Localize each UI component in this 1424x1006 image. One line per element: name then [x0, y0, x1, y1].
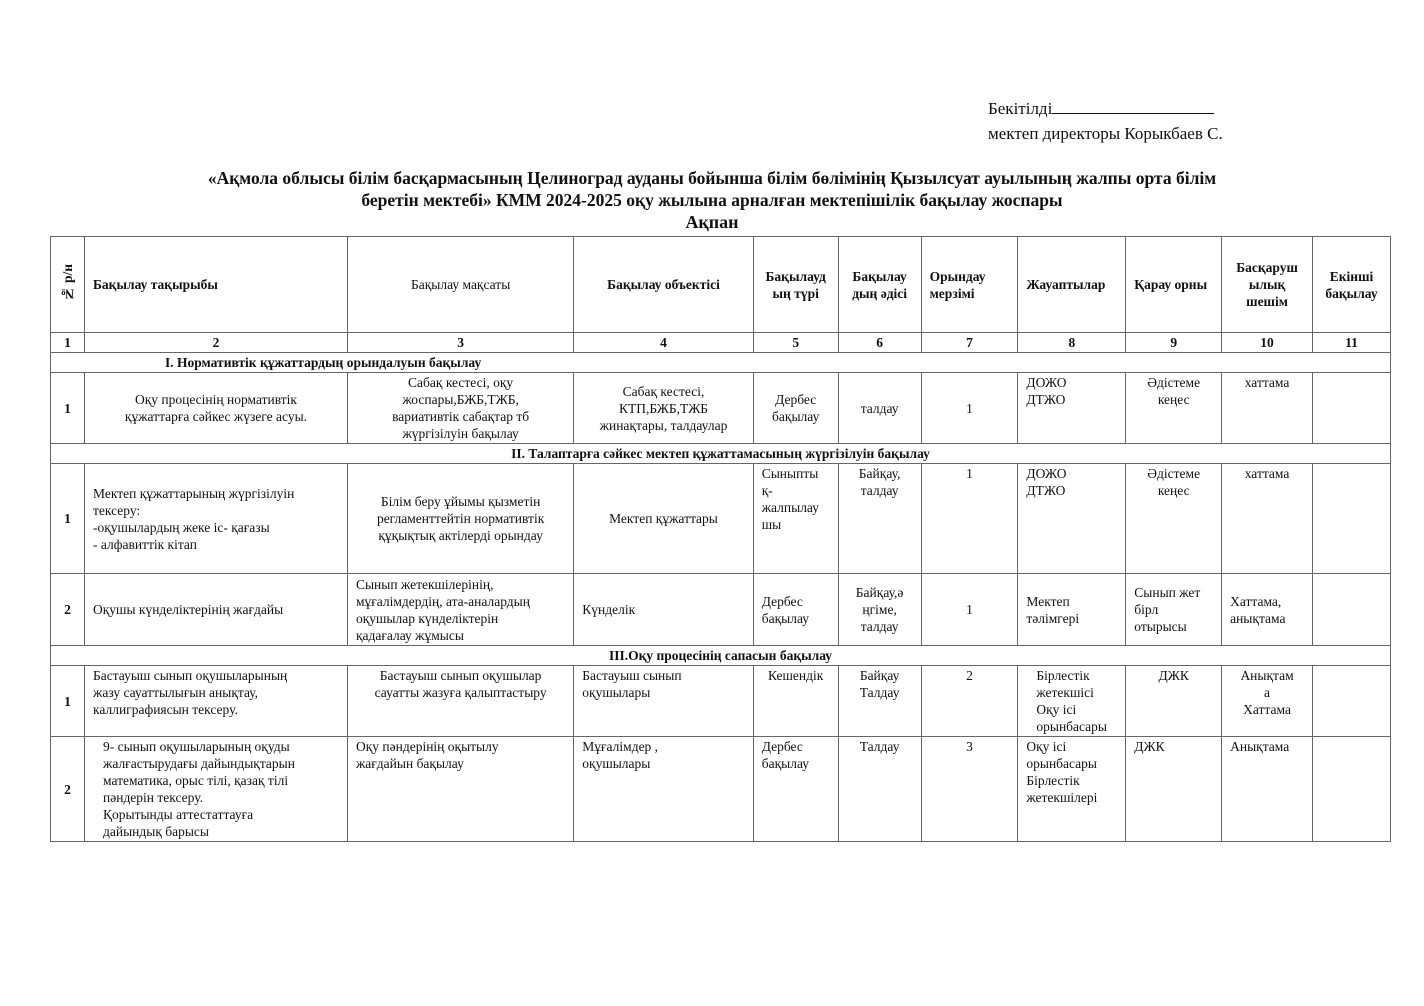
column-number: 7 [921, 333, 1018, 353]
header-cell-second: Екінші бақылау [1313, 237, 1391, 333]
header-cell-decision: Басқаруш ылық шешім [1222, 237, 1313, 333]
table-row [51, 464, 1391, 574]
section-row [51, 353, 1391, 373]
goal-cell: Сабақ кестесі, оқу жоспары,БЖБ,ТЖБ, вариативтік сабақтар тб жүргізілуін бақылау [347, 373, 573, 444]
column-number: 10 [1222, 333, 1313, 353]
column-number: 1 [51, 333, 85, 353]
type-cell: Дербес бақылау [753, 373, 838, 444]
header-row [51, 237, 1391, 333]
table-row [51, 737, 1391, 842]
column-number: 9 [1126, 333, 1222, 353]
row-number: 1 [51, 666, 85, 737]
signature-line [1052, 97, 1214, 114]
method-cell: Талдау [838, 737, 921, 842]
object-cell: Бастауыш сынып оқушылары [574, 666, 753, 737]
row-number: 2 [51, 574, 85, 646]
method-cell: Байқау, талдау [838, 464, 921, 574]
object-cell: Күнделік [574, 574, 753, 646]
place-cell: Сынып жет бірл отырысы [1126, 574, 1222, 646]
topic-cell: 9- сынып оқушыларының оқуды жалғастырудағы дайындықтарын математика, орыс тілі, қазақ тілі пәндерін тексеру. Қорытынды аттестаттауға дайындық барысы [85, 737, 348, 842]
column-number: 11 [1313, 333, 1391, 353]
title-line-2: беретін мектебі» КММ 2024-2025 оқу жылына арналған мектепішілік бақылау жоспары [361, 190, 1063, 210]
table-row [51, 666, 1391, 737]
type-cell: Дербес бақылау [753, 574, 838, 646]
control-plan-table [50, 236, 1391, 842]
type-cell: Сыныпты қ- жалпылау шы [753, 464, 838, 574]
responsible-cell: Оқу ісі орынбасары Бірлестік жетекшілері [1018, 737, 1126, 842]
column-number-row [51, 333, 1391, 353]
object-cell: Мектеп құжаттары [574, 464, 753, 574]
type-cell: Кешендік [753, 666, 838, 737]
method-cell: Байқау Талдау [838, 666, 921, 737]
goal-cell: Бастауыш сынып оқушылар сауатты жазуға қалыптастыру [347, 666, 573, 737]
decision-cell: Анықтам а Хаттама [1222, 666, 1313, 737]
term-cell: 1 [921, 464, 1018, 574]
object-cell: Сабақ кестесі, КТП,БЖБ,ТЖБ жинақтары, талдаулар [574, 373, 753, 444]
header-cell-method: Бақылау дың әдісі [838, 237, 921, 333]
title-line-1: «Ақмола облысы білім басқармасының Целиноград ауданы бойынша білім бөлімінің Қызылсуат ауылының жалпы орта білім [207, 168, 1217, 188]
column-number: 8 [1018, 333, 1126, 353]
term-cell: 3 [921, 737, 1018, 842]
method-cell: талдау [838, 373, 921, 444]
topic-cell: Оқу процесінің нормативтік құжаттарға сәйкес жүзеге асуы. [85, 373, 348, 444]
goal-cell: Білім беру ұйымы қызметін регламенттейтін нормативтік құқықтық актілерді орындау [347, 464, 573, 574]
header-cell-goal: Бақылау мақсаты [347, 237, 573, 333]
place-cell: Әдістеме кеңес [1126, 373, 1222, 444]
goal-cell: Оқу пәндерінің оқытылу жағдайын бақылау [347, 737, 573, 842]
term-cell: 2 [921, 666, 1018, 737]
goal-cell: Сынып жетекшілерінің, мұғалімдердің, ата-аналардың оқушылар күнделіктерін қадағалау жұмысы [347, 574, 573, 646]
column-number: 6 [838, 333, 921, 353]
column-number: 3 [347, 333, 573, 353]
second-control-cell [1313, 737, 1391, 842]
responsible-cell: Бірлестік жетекшісі Оқу ісі орынбасары [1018, 666, 1126, 737]
row-number: 1 [51, 464, 85, 574]
second-control-cell [1313, 666, 1391, 737]
section-title: ІІ. Талаптарға сәйкес мектеп құжаттамасының жүргізілуін бақылау [51, 444, 1391, 464]
header-cell-topic: Бақылау тақырыбы [85, 237, 348, 333]
topic-cell: Мектеп құжаттарының жүргізілуін тексеру: -оқушылардың жеке іс- қағазы - алфавиттік кітап [85, 464, 348, 574]
director-name: мектеп директоры Корыкбаев С. [988, 124, 1223, 143]
header-cell-object: Бақылау объектісі [574, 237, 753, 333]
second-control-cell [1313, 373, 1391, 444]
decision-cell: хаттама [1222, 373, 1313, 444]
responsible-cell: Мектеп тәлімгері [1018, 574, 1126, 646]
approved-label: Бекітілді [988, 99, 1053, 118]
term-cell: 1 [921, 373, 1018, 444]
place-cell: Әдістеме кеңес [1126, 464, 1222, 574]
topic-cell: Оқушы күнделіктерінің жағдайы [85, 574, 348, 646]
decision-cell: Хаттама, анықтама [1222, 574, 1313, 646]
section-title: ІІІ.Оқу процесінің сапасын бақылау [51, 646, 1391, 666]
header-cell-place: Қарау орны [1126, 237, 1222, 333]
document-title [60, 167, 1364, 233]
header-cell-responsible: Жауаптылар [1018, 237, 1126, 333]
second-control-cell [1313, 574, 1391, 646]
place-cell: ДЖК [1126, 737, 1222, 842]
header-cell-type: Бақылауд ың түрі [753, 237, 838, 333]
row-number: 1 [51, 373, 85, 444]
section-row [51, 444, 1391, 464]
table-row [51, 574, 1391, 646]
responsible-cell: ДОЖО ДТЖО [1018, 464, 1126, 574]
method-cell: Байқау,ә ңгіме, талдау [838, 574, 921, 646]
column-number: 4 [574, 333, 753, 353]
column-number: 5 [753, 333, 838, 353]
decision-cell: Анықтама [1222, 737, 1313, 842]
month-label: Ақпан [685, 212, 739, 232]
section-title: І. Нормативтік құжаттардың орындалуын бақылау [51, 353, 1391, 373]
decision-cell: хаттама [1222, 464, 1313, 574]
row-number: 2 [51, 737, 85, 842]
column-number: 2 [85, 333, 348, 353]
header-cell-term: Орындау мерзімі [921, 237, 1018, 333]
responsible-cell: ДОЖО ДТЖО [1018, 373, 1126, 444]
second-control-cell [1313, 464, 1391, 574]
place-cell: ДЖК [1126, 666, 1222, 737]
table-row [51, 373, 1391, 444]
header-cell-number: № р/н [51, 237, 85, 333]
section-row [51, 646, 1391, 666]
term-cell: 1 [921, 574, 1018, 646]
approval-block [988, 96, 1223, 146]
type-cell: Дербес бақылау [753, 737, 838, 842]
object-cell: Мұғалімдер , оқушылары [574, 737, 753, 842]
topic-cell: Бастауыш сынып оқушыларының жазу сауаттылығын анықтау, каллиграфиясын тексеру. [85, 666, 348, 737]
